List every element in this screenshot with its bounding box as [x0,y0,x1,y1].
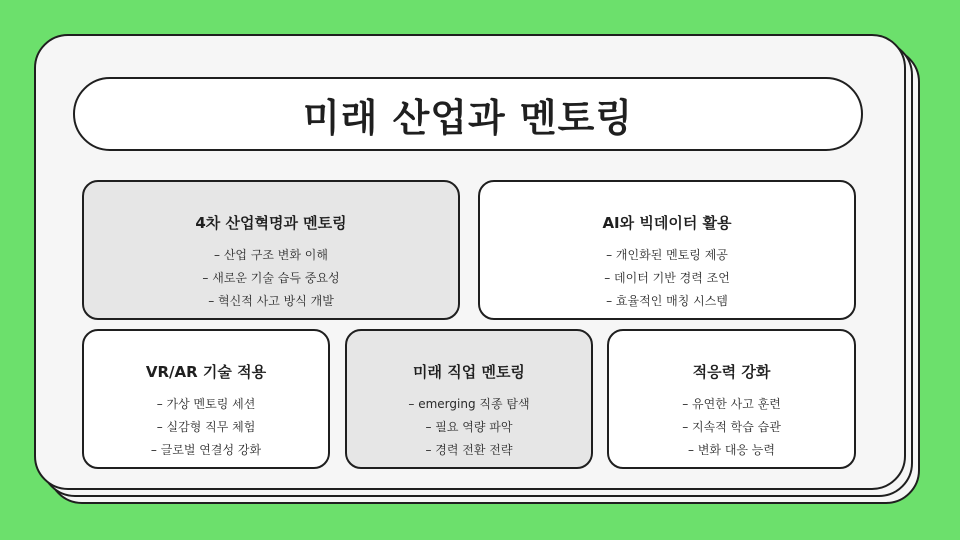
bullet-item: – 유연한 사고 훈련 [682,397,781,411]
card-industry-4 [82,180,460,320]
card-heading: AI와 빅데이터 활용 [602,214,732,232]
card-adaptability [607,329,856,469]
bullet-list [604,247,730,309]
bullet-item: – emerging 직종 탐색 [408,397,530,411]
bullet-item: – 산업 구조 변화 이해 [214,248,328,262]
slide-title: 미래 산업과 멘토링 [302,95,634,140]
bullet-item: – 실감형 직무 체험 [156,420,256,434]
bullet-item: – 효율적인 매칭 시스템 [606,294,728,308]
card-vr-ar [82,329,330,469]
bullet-item: – 개인화된 멘토링 제공 [606,248,728,262]
card-heading: 미래 직업 멘토링 [413,363,525,381]
bullet-item: – 지속적 학습 습관 [682,420,781,434]
bullet-list [682,396,781,458]
card-heading: 적응력 강화 [692,363,771,381]
bullet-item: – 변화 대응 능력 [688,443,775,457]
bullet-item: – 글로벌 연결성 강화 [150,443,262,457]
card-heading: 4차 산업혁명과 멘토링 [195,214,347,232]
bullet-item: – 새로운 기술 습득 중요성 [202,271,340,285]
title-banner [73,77,863,151]
bullet-list [202,247,339,309]
card-future-jobs [345,329,593,469]
bullet-list [408,396,529,458]
bullet-item: – 가상 멘토링 세션 [156,397,256,411]
bullet-item: – 필요 역량 파악 [425,420,513,434]
bullet-list [151,396,261,458]
bullet-item: – 데이터 기반 경력 조언 [604,271,730,285]
bullet-item: – 경력 전환 전략 [425,443,513,457]
card-heading: VR/AR 기술 적용 [145,363,267,381]
card-ai-bigdata [478,180,856,320]
bullet-item: – 혁신적 사고 방식 개발 [208,294,334,308]
